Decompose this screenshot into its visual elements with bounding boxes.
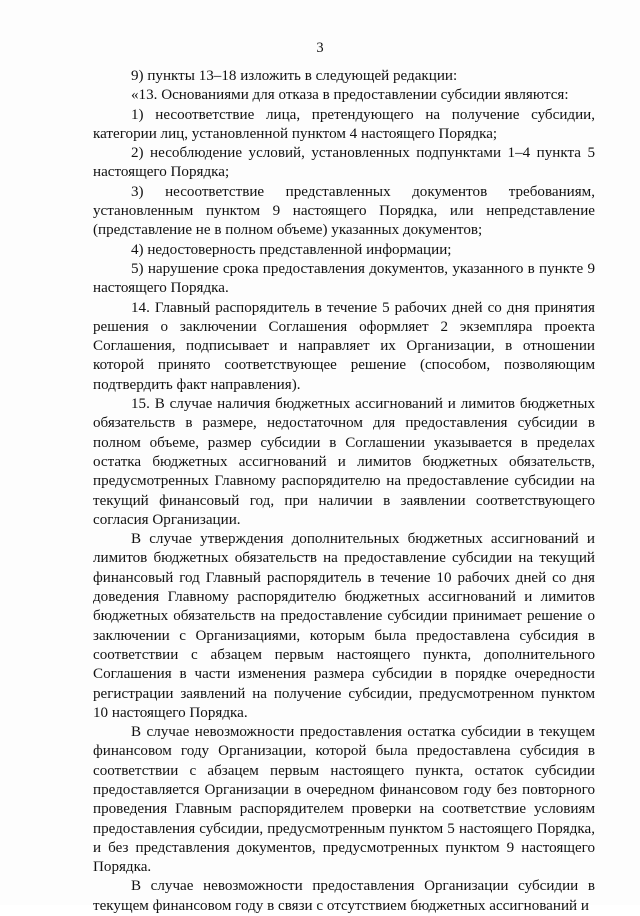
document-body xyxy=(93,67,595,916)
paragraph-clause-13-item-3: 3) несоответствие представленных документов требованиям, установленным пунктом 9 настоящего Порядка, или непредставление (представление не в полном объеме) указанных документов; xyxy=(93,183,595,239)
paragraph-clause-15: 15. В случае наличия бюджетных ассигнований и лимитов бюджетных обязательств в размере, недостаточном для предоставления субсидии в полном объеме, размер субсидии в Соглашении указывается в пределах остатка бюджетных ассигнований и лимитов бюджетных обязательств, предусмотренных Главному распорядителю на предоставление субсидии на текущий финансовый год, при наличии в заявлении соответствующего согласия Организации. xyxy=(93,396,595,528)
paragraph-clause-15-additional-allocations: В случае утверждения дополнительных бюджетных ассигнований и лимитов бюджетных обязательств на предоставление субсидии на текущий финансовый год Главный распорядитель в течение 10 рабочих дней со дня доведения Главному распорядителю бюджетных ассигнований и лимитов бюджетных обязательств на предоставление субсидии принимает решение о заключении с Организациями, которым была предоставлена субсидия в соответствии с абзацем первым настоящего пункта, дополнительного Соглашения в части изменения размера субсидии в порядке очередности регистрации заявлений на получение субсидии, предусмотренном пунктом 10 настоящего Порядка. xyxy=(93,531,595,721)
paragraph-clause-13-item-2: 2) несоблюдение условий, установленных подпунктами 1–4 пункта 5 настоящего Порядка; xyxy=(93,145,595,181)
paragraph-clause-13-item-4: 4) недостоверность представленной информации; xyxy=(131,241,452,258)
page-number: 3 xyxy=(316,40,324,56)
paragraph-clause-15-impossibility: В случае невозможности предоставления Организации субсидии в текущем финансовом году в связи с отсутствием бюджетных ассигнований и xyxy=(93,878,595,914)
paragraph-amendment-intro: 9) пункты 13–18 изложить в следующей редакции: xyxy=(131,68,458,84)
paragraph-clause-14: 14. Главный распорядитель в течение 5 рабочих дней со дня принятия решения о заключении Соглашения оформляет 2 экземпляра проекта Соглашения, подписывает и направляет их Организации, в отношении которой принято соответствующее решение (способом, позволяющим подтвердить факт направления). xyxy=(93,299,595,393)
paragraph-clause-13-heading: «13. Основаниями для отказа в предоставлении субсидии являются: xyxy=(131,87,569,104)
paragraph-clause-13-item-5: 5) нарушение срока предоставления документов, указанного в пункте 9 настоящего Порядка. xyxy=(93,260,595,297)
paragraph-clause-15-remaining-subsidy: В случае невозможности предоставления остатка субсидии в текущем финансовом году Организации, которой была предоставлена субсидия в соответствии с абзацем первым настоящего пункта, остаток субсидии предоставляется Организации в очередном финансовом году без повторного проведения Главным распорядителем проверки на соответствие условиям предоставления субсидии, предусмотренным пунктом 5 настоящего Порядка, и без представления документов, предусмотренных пунктом 9 настоящего Порядка. xyxy=(93,724,595,876)
paragraph-clause-13-item-1: 1) несоответствие лица, претендующего на получение субсидии, категории лиц, установленной пунктом 4 настоящего Порядка; xyxy=(93,106,595,142)
